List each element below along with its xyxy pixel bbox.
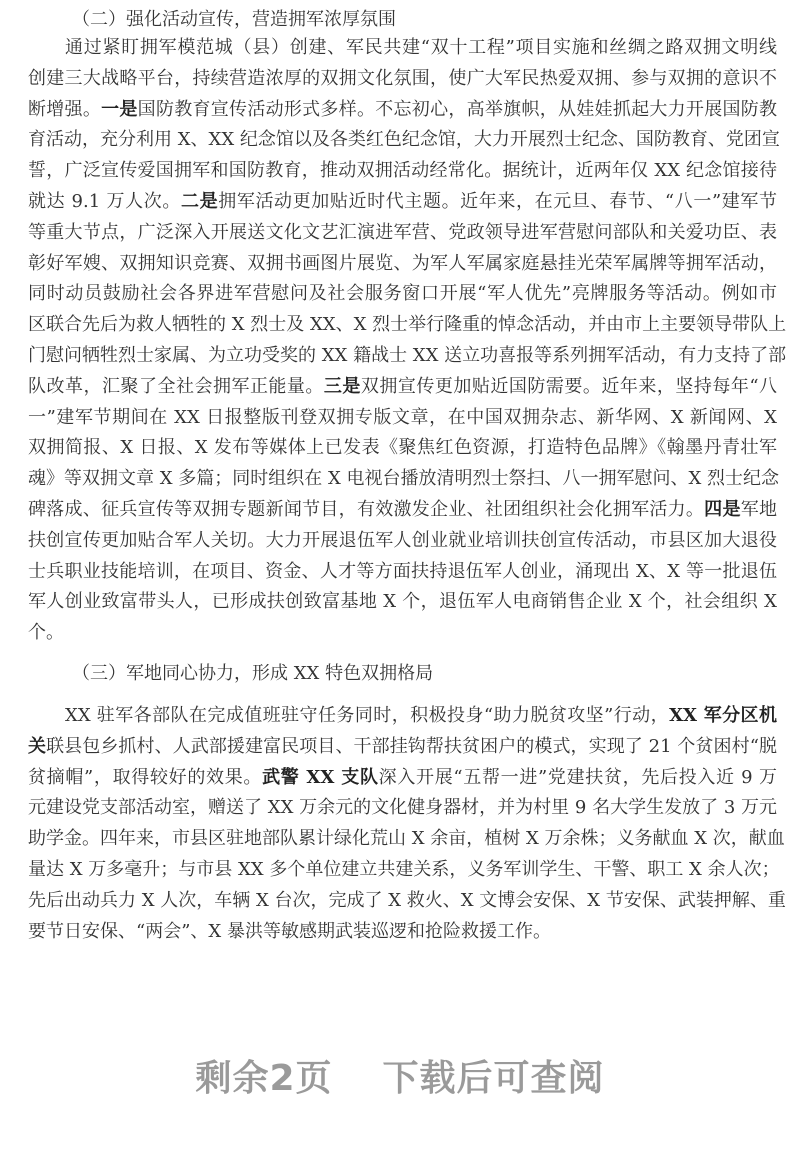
text-segment: 国防教育宣传活动形式多样。不忘初心，高举旗帜，从娃娃抓起大力开展国防教 — [137, 98, 778, 120]
text-segment: 双拥简报、X 日报、X 发布等媒体上已发表《聚焦红色资源，打造特色品牌》《翰墨丹青壮军 — [28, 437, 777, 459]
text-line — [28, 464, 780, 495]
text-line — [28, 156, 777, 187]
text-segment: 通过紧盯拥军模范城（县）创建、军民共建“双十工程”项目实施和丝绸之路双拥文明线 — [65, 37, 777, 58]
text-line — [28, 310, 787, 341]
text-segment: 同时动员鼓励社会各界进军营慰问及社会服务窗口开展“军人优先”亮牌服务等活动。例如市 — [28, 283, 777, 305]
text-line — [28, 526, 777, 557]
bold-text: 一是 — [101, 98, 138, 120]
text-line — [28, 793, 777, 824]
text-line — [28, 279, 777, 310]
text-segment: 双拥宣传更加贴近国防需要。近年来，坚持每年“八 — [360, 375, 778, 397]
text-segment: 深入开展“五帮一进”党建扶贫，先后投入近 9 万 — [378, 766, 778, 788]
text-line — [28, 855, 780, 886]
text-segment: 个。 — [28, 622, 64, 644]
text-segment: 拥军活动更加贴近时代主题。近年来，在元旦、春节、“八一”建军节 — [218, 190, 778, 212]
text-segment: XX 驻军各部队在完成值班驻守任务同时，积极投身“助力脱贫攻坚”行动， — [65, 705, 670, 726]
bold-text: 关 — [28, 735, 47, 757]
download-to-view-label: 下载后可查阅 — [382, 1058, 605, 1099]
text-line — [28, 64, 777, 95]
text-segment: 助学金。四年来，市县区驻地部队累计绿化荒山 X 余亩，植树 X 万余株；义务献血 X 次，献血 — [28, 828, 785, 850]
text-segment: 量达 X 万多毫升；与市县 XX 多个单位建立共建关系，义务军训学生、干警、职工 X 余人次； — [28, 858, 780, 880]
text-line — [28, 495, 777, 526]
section-3-paragraph — [28, 701, 786, 947]
text-segment: 断增强。 — [28, 98, 102, 120]
text-line — [28, 187, 777, 218]
text-segment: 誓，广泛宣传爱国拥军和国防教育，推动双拥活动经常化。据统计，近两年仅 XX 纪念馆接待 — [28, 160, 777, 182]
bold-text: 二是 — [180, 190, 219, 212]
text-line — [28, 33, 777, 64]
text-segment: 彰好军嫂、双拥知识竞赛、双拥书画图片展览、为军人军属家庭悬挂光荣军属牌等拥军活动， — [28, 252, 777, 274]
text-segment: 军地 — [740, 498, 778, 520]
text-segment: 士兵职业技能培训，在项目、资金、人才等方面扶持退伍军人创业，涌现出 X、X 等一批退伍 — [28, 560, 777, 582]
text-line — [28, 95, 777, 126]
text-line — [28, 618, 777, 649]
text-segment: 先后出动兵力 X 人次，车辆 X 台次，完成了 X 救火、X 文博会安保、X 节安保、武装押解、重 — [28, 889, 786, 911]
text-segment: 军人创业致富带头人，已形成扶创致富基地 X 个，退伍军人电商销售企业 X 个，社会组织 X — [28, 591, 777, 613]
section-2-heading: （二）强化活动宣传，营造拥军浓厚氛围 — [72, 9, 396, 30]
text-segment: 魂》等双拥文章 X 多篇；同时组织在 X 电视台播放清明烈士祭扫、八一拥军慰问、X 烈士纪念 — [28, 468, 780, 490]
text-line — [28, 125, 780, 156]
text-segment: 育活动，充分利用 X、XX 纪念馆以及各类红色纪念馆，大力开展烈士纪念、国防教育、党团宣 — [28, 129, 780, 151]
text-line — [28, 732, 777, 763]
text-segment: 队改革，汇聚了全社会拥军正能量。 — [28, 375, 324, 397]
text-line — [28, 824, 785, 855]
text-line — [28, 557, 777, 588]
text-segment: 一”建军节期间在 XX 日报整版刊登双拥专版文章，在中国双拥杂志、新华网、X 新闻网、X — [28, 406, 777, 428]
text-line — [28, 763, 777, 794]
download-prompt[interactable] — [0, 1050, 800, 1101]
section-3-heading: （三）军地同心协力，形成 XX 特色双拥格局 — [72, 663, 434, 684]
text-line — [28, 218, 777, 249]
text-segment: 联县包乡抓村、人武部援建富民项目、干部挂钩帮扶贫困户的模式，实现了 21 个贫困村“脱 — [46, 735, 778, 757]
text-line — [28, 433, 777, 464]
bold-text: XX 军分区机 — [669, 705, 777, 726]
bold-text: 武警 XX 支队 — [262, 766, 379, 788]
text-segment: 元建设党支部活动室，赠送了 XX 万余元的文化健身器材，并为村里 9 名大学生发放了 3 万元 — [28, 797, 777, 819]
text-segment: 就达 9.1 万人次。 — [28, 190, 181, 212]
text-line — [28, 587, 777, 618]
text-segment: 创建三大战略平台，持续营造浓厚的双拥文化氛围，使广大军民热爱双拥、参与双拥的意识不 — [28, 67, 777, 89]
text-line — [28, 917, 777, 948]
text-segment: 门慰问牺牲烈士家属、为立功受奖的 XX 籍战士 XX 送立功喜报等系列拥军活动，有力支持了部 — [28, 344, 787, 366]
text-segment: 区联合先后为救人牺牲的 X 烈士及 XX、X 烈士举行隆重的悼念活动，并由市上主要领导带队上 — [28, 314, 787, 336]
text-segment: 扶创宣传更加贴合军人关切。大力开展退伍军人创业就业培训扶创宣传活动，市县区加大退役 — [28, 529, 777, 551]
text-segment: 要节日安保、“两会”、X 暴洪等敏感期武装巡逻和抢险救援工作。 — [28, 920, 551, 942]
bold-text: 四是 — [704, 498, 741, 520]
text-line — [28, 372, 777, 403]
text-segment: 等重大节点，广泛深入开展送文化文艺汇演进军营、党政领导进军营慰问部队和关爱功臣、表 — [28, 221, 777, 243]
text-line — [28, 249, 777, 280]
bold-text: 三是 — [323, 375, 361, 397]
text-segment: 贫摘帽”，取得较好的效果。 — [28, 766, 263, 788]
text-line — [28, 341, 787, 372]
section-2-paragraph — [28, 33, 787, 649]
text-segment: 碑落成、征兵宣传等双拥专题新闻节目，有效激发企业、社团组织社会化拥军活力。 — [28, 498, 705, 520]
remaining-pages-label: 剩余2页 — [195, 1058, 333, 1099]
text-line — [28, 403, 777, 434]
text-line — [28, 701, 777, 732]
text-line — [28, 886, 786, 917]
